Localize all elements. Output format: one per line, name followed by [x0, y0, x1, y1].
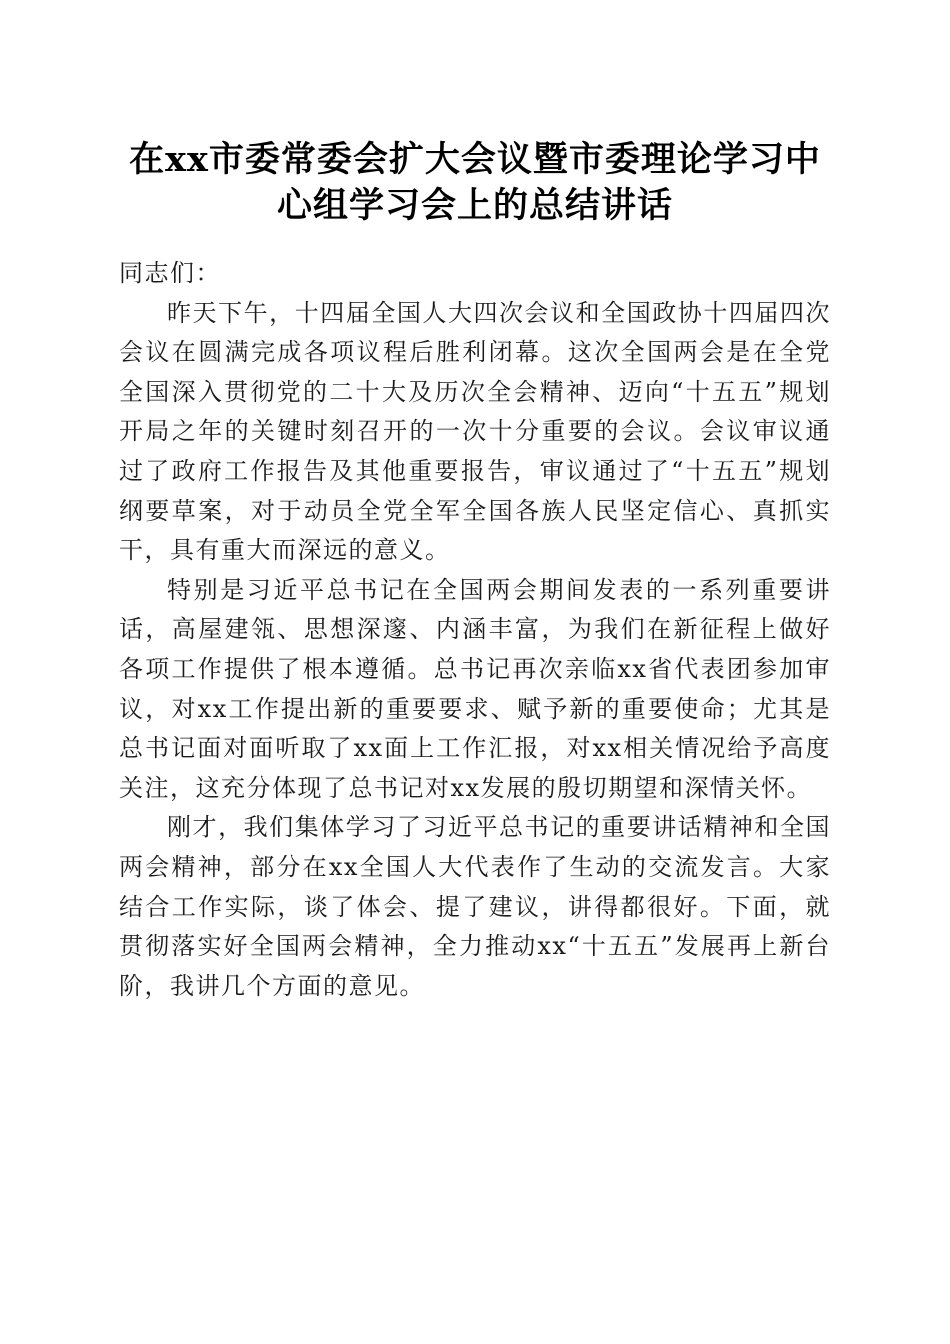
paragraph-1: 昨天下午，十四届全国人大四次会议和全国政协十四届四次会议在圆满完成各项议程后胜利闭幕。这次全国两会是在全党全国深入贯彻党的二十大及历次全会精神、迈向“十五五”规划开局之年的关键时刻召开的一次十分重要的会议。会议审议通过了政府工作报告及其他重要报告，审议通过了“十五五”规划纲要草案，对于动员全党全军全国各族人民坚定信心、真抓实干，具有重大而深远的意义。: [119, 298, 831, 565]
paragraph-2: 特别是习近平总书记在全国两会期间发表的一系列重要讲话，高屋建瓴、思想深邃、内涵丰富，为我们在新征程上做好各项工作提供了根本遵循。总书记再次亲临xx省代表团参加审议，对xx工作提出新的重要要求、赋予新的重要使命；尤其是总书记面对面听取了xx面上工作汇报，对xx相关情况给予高度关注，这充分体现了总书记对xx发展的殷切期望和深情关怀。: [119, 575, 831, 802]
document-title-line-2: 心组学习会上的总结讲话: [276, 185, 673, 226]
document-body: [119, 254, 831, 1006]
document-title-line-1: 在xx市委常委会扩大会议暨市委理论学习中: [129, 139, 821, 180]
salutation: 同志们：: [119, 259, 221, 287]
paragraph-3: 刚才，我们集体学习了习近平总书记的重要讲话精神和全国两会精神，部分在xx全国人大代表作了生动的交流发言。大家结合工作实际，谈了体会、提了建议，讲得都很好。下面，就贯彻落实好全国两会精神，全力推动xx“十五五”发展再上新台阶，我讲几个方面的意见。: [119, 813, 831, 1000]
